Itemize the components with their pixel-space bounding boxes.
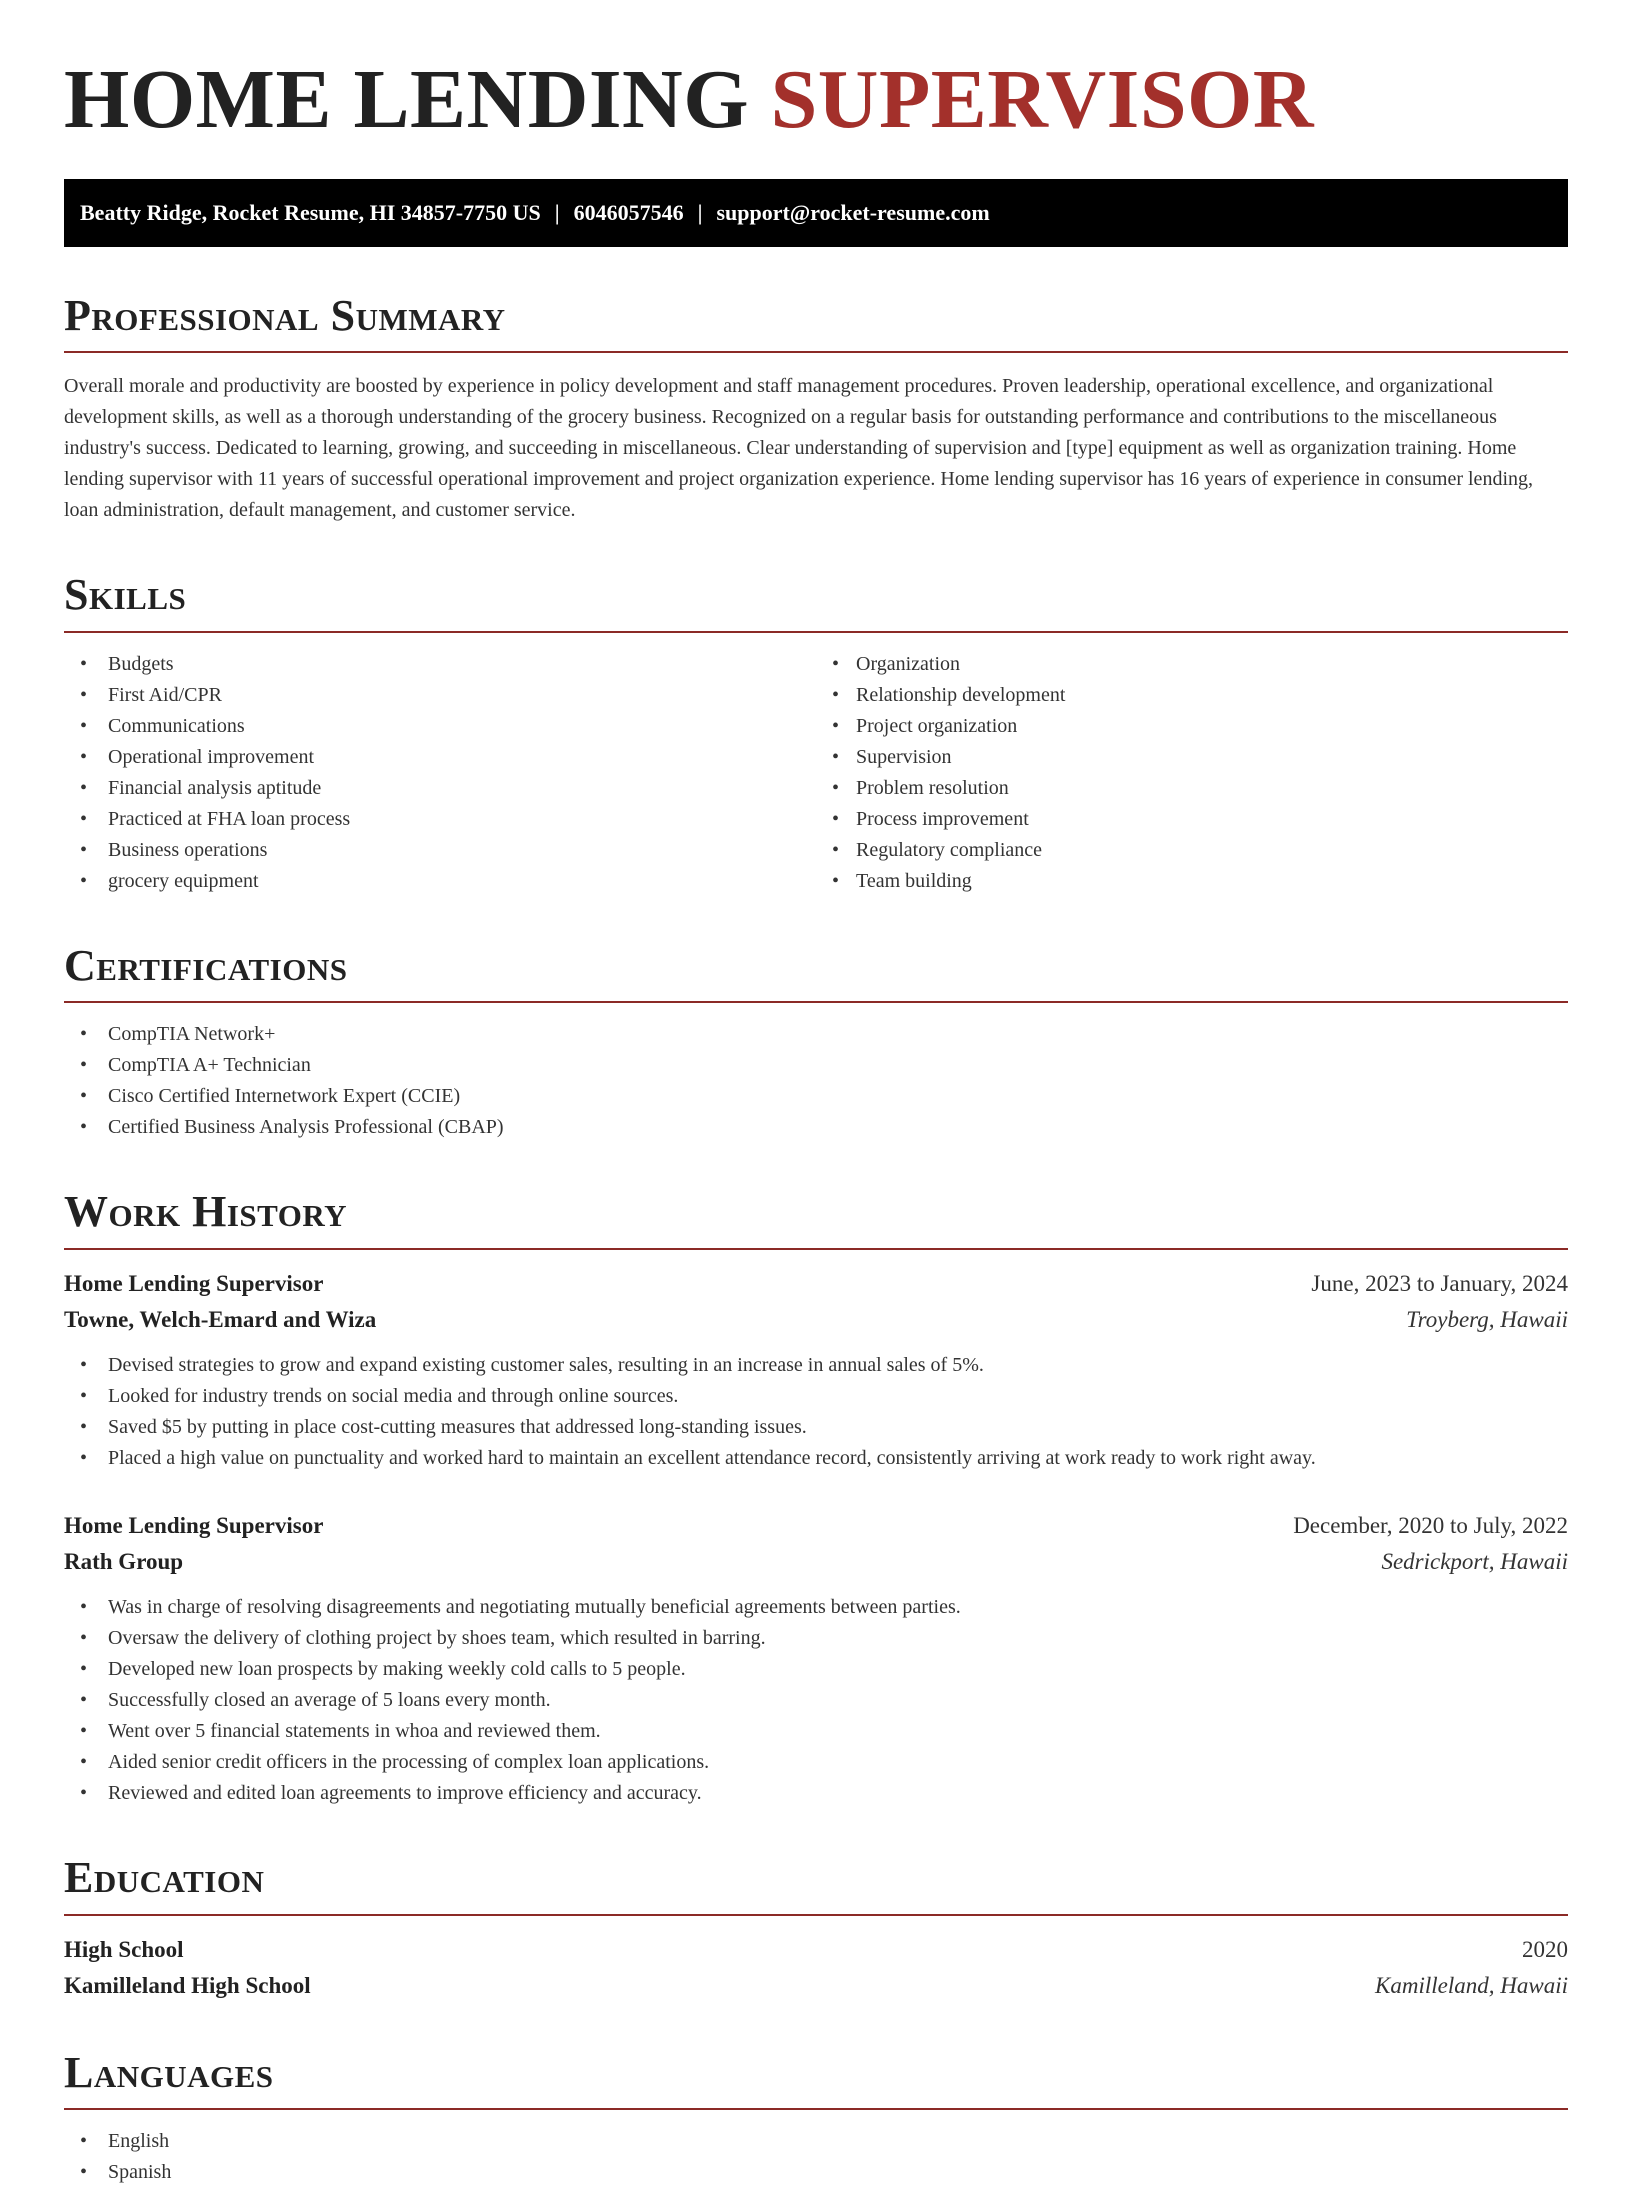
job-bullet: • Developed new loan prospects by making weekly cold calls to 5 people. [64,1654,1568,1685]
summary-heading: Professional Summary [64,291,1568,354]
education-school: Kamilleland High School [64,1972,311,1998]
job-bullet: • Reviewed and edited loan agreements to improve efficiency and accuracy. [64,1778,1568,1809]
job-bullets [64,1592,1568,1809]
skill-item: • Budgets [64,649,816,680]
job-header-row [64,1266,1568,1302]
skills-list-right [816,649,1568,897]
job-location: Troyberg, Hawaii [1406,1306,1568,1332]
languages-section [64,2048,1568,2188]
summary-text: Overall morale and productivity are boosted by experience in policy development and staff management procedures. Proven leadership, operational excellence, and organizational development skills, as well as a thorough understanding of the grocery business. Recognized on a regular basis for outstanding performance and contributions to the miscellaneous industry's success. Dedicated to learning, growing, and succeeding in miscellaneous. Clear understanding of supervision and [type] equipment as well as organization training. Home lending supervisor with 11 years of successful operational improvement and project organization experience. Home lending supervisor has 16 years of experience in consumer lending, loan administration, default management, and customer service. [64,375,1533,522]
summary-section [64,291,1568,527]
language-item: • Spanish [64,2157,1568,2188]
skill-item: • Team building [816,866,1568,897]
job-bullet: • Oversaw the delivery of clothing project by shoes team, which resulted in barring. [64,1623,1568,1654]
skill-item: • Organization [816,649,1568,680]
job-entry [64,1266,1568,1474]
job-bullet: • Successfully closed an average of 5 loans every month. [64,1685,1568,1716]
skills-grid [64,633,1568,897]
resume-name [64,52,1568,149]
skill-item: • Regulatory compliance [816,835,1568,866]
job-dates: June, 2023 to January, 2024 [1311,1270,1568,1296]
job-bullets [64,1350,1568,1474]
skill-item: • Financial analysis aptitude [64,773,816,804]
education-entry [64,1932,1568,2004]
skill-item: • First Aid/CPR [64,680,816,711]
education-header-row [64,1932,1568,1968]
job-company-row [64,1302,1568,1338]
education-heading: Education [64,1853,1568,1916]
skill-item: • Process improvement [816,804,1568,835]
name-first: HOME LENDING [64,53,750,146]
contact-email[interactable]: support@rocket-resume.com [716,199,990,225]
skill-item: • Operational improvement [64,742,816,773]
skill-item: • Relationship development [816,680,1568,711]
skill-item: • Business operations [64,835,816,866]
certification-item: • Cisco Certified Internetwork Expert (CCIE) [64,1081,1568,1112]
job-dates: December, 2020 to July, 2022 [1293,1512,1568,1538]
languages-heading: Languages [64,2048,1568,2111]
job-bullet: • Was in charge of resolving disagreements and negotiating mutually beneficial agreements between parties. [64,1592,1568,1623]
skill-item: • Practiced at FHA loan process [64,804,816,835]
certification-item: • CompTIA Network+ [64,1019,1568,1050]
languages-list [64,2126,1568,2188]
skills-heading: Skills [64,570,1568,633]
job-bullet: • Looked for industry trends on social media and through online sources. [64,1381,1568,1412]
contact-separator: | [697,199,703,225]
skill-item: • grocery equipment [64,866,816,897]
contact-bar [64,179,1568,247]
skills-section [64,570,1568,897]
contact-address: Beatty Ridge, Rocket Resume, HI 34857-7750 US [80,199,541,225]
contact-separator: | [554,199,560,225]
job-bullet: • Saved $5 by putting in place cost-cutting measures that addressed long-standing issues. [64,1412,1568,1443]
name-second: SUPERVISOR [770,53,1315,146]
skill-item: • Problem resolution [816,773,1568,804]
skill-item: • Communications [64,711,816,742]
education-location: Kamilleland, Hawaii [1375,1972,1568,1998]
skill-item: • Supervision [816,742,1568,773]
job-company-row [64,1544,1568,1580]
certifications-heading: Certifications [64,941,1568,1004]
job-location: Sedrickport, Hawaii [1381,1548,1568,1574]
education-school-row [64,1968,1568,2004]
certifications-section [64,941,1568,1144]
skill-item: • Project organization [816,711,1568,742]
job-entry [64,1508,1568,1809]
education-section [64,1853,1568,2004]
skills-list-left [64,649,816,897]
education-degree: High School [64,1936,184,1962]
job-bullet: • Devised strategies to grow and expand existing customer sales, resulting in an increase in annual sales of 5%. [64,1350,1568,1381]
job-bullet: • Placed a high value on punctuality and worked hard to maintain an excellent attendance record, consistently arriving at work ready to work right away. [64,1443,1568,1474]
certification-item: • CompTIA A+ Technician [64,1050,1568,1081]
certification-item: • Certified Business Analysis Professional (CBAP) [64,1112,1568,1143]
job-role: Home Lending Supervisor [64,1512,324,1538]
education-year: 2020 [1522,1936,1568,1962]
job-company: Rath Group [64,1548,184,1574]
job-role: Home Lending Supervisor [64,1270,324,1296]
work-history-heading: Work History [64,1187,1568,1250]
language-item: • English [64,2126,1568,2157]
job-bullet: • Aided senior credit officers in the processing of complex loan applications. [64,1747,1568,1778]
job-bullet: • Went over 5 financial statements in whoa and reviewed them. [64,1716,1568,1747]
work-history-section [64,1187,1568,1809]
job-header-row [64,1508,1568,1544]
job-company: Towne, Welch-Emard and Wiza [64,1306,377,1332]
certifications-list [64,1019,1568,1143]
contact-phone[interactable]: 6046057546 [573,199,684,225]
